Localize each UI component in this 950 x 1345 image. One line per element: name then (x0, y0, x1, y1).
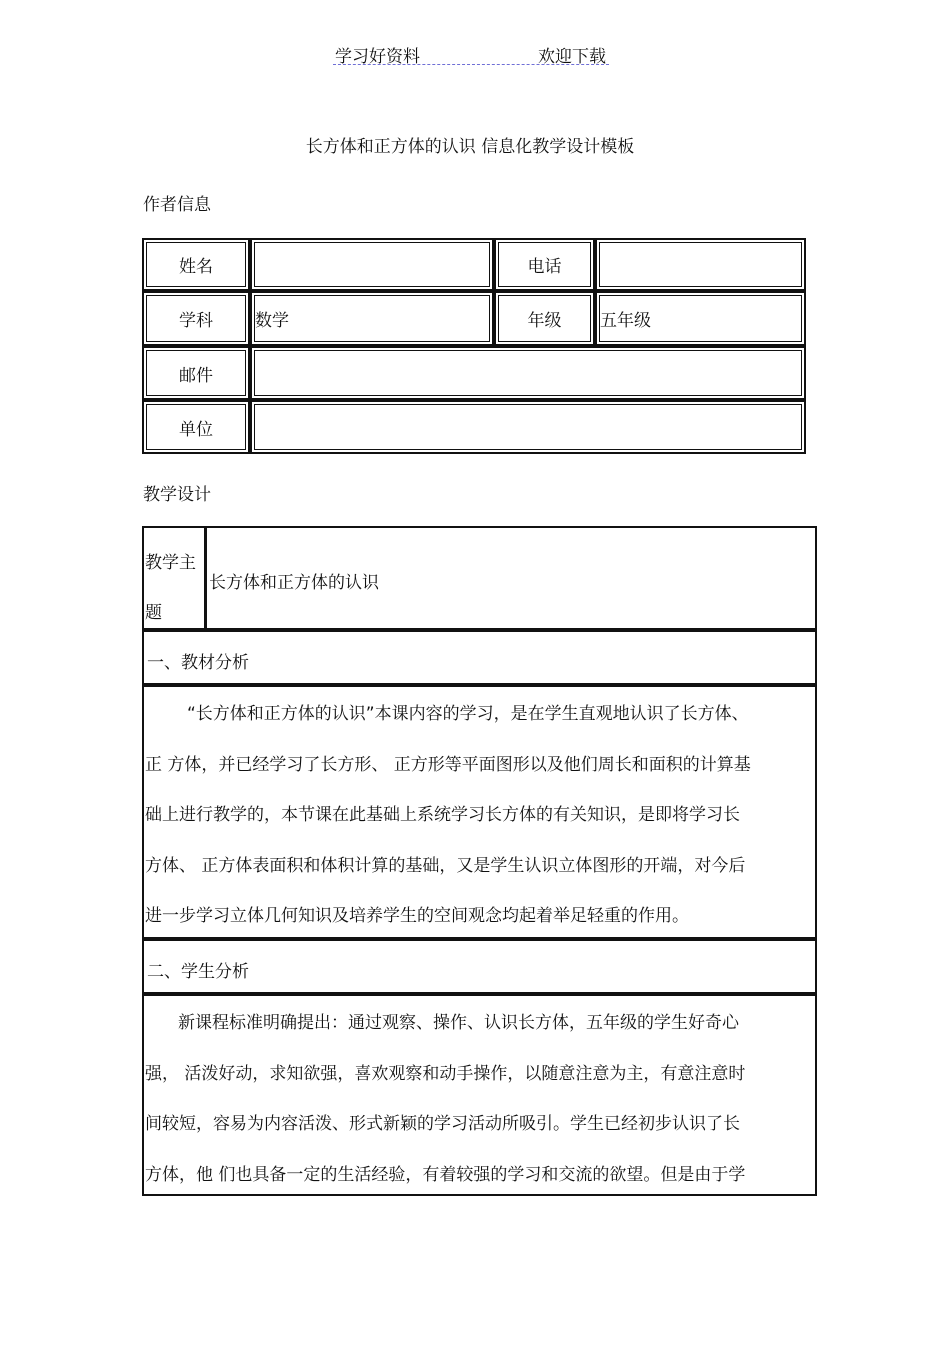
analysis2-title: 二、学生分析 (147, 962, 249, 982)
name-label-cell (142, 238, 250, 291)
analysis1-line: 进一步学习立体几何知识及培养学生的空间观念均起着举足轻重的作用。 (145, 906, 689, 926)
header-right-text: 欢迎下载 (538, 47, 606, 67)
header-left-text: 学习好资料 (335, 47, 420, 67)
analysis1-line: 正 方体，并已经学习了长方形、 正方形等平面图形以及他们周长和面积的计算基 (145, 754, 751, 775)
unit-label-cell (142, 400, 250, 454)
header-dashed-underline (333, 64, 609, 65)
analysis1-line: 础上进行教学的，本节课在此基础上系统学习长方体的有关知识，是即将学习长 (145, 805, 740, 825)
theme-label-line2: 题 (145, 603, 162, 623)
analysis2-line: 方体，他 们也具备一定的生活经验，有着较强的学习和交流的欲望。但是由于学 (145, 1164, 746, 1185)
analysis2-body (142, 994, 817, 1196)
phone-label-cell (494, 238, 595, 291)
email-value-cell (250, 346, 806, 400)
unit-label: 单位 (179, 419, 213, 440)
subject-label: 学科 (179, 311, 213, 331)
grade-value-cell (595, 291, 806, 346)
design-section-label: 教学设计 (143, 485, 211, 505)
theme-row (142, 526, 817, 630)
email-label: 邮件 (179, 365, 213, 386)
analysis1-line: 方体、 正方体表面积和体积计算的基础，又是学生认识立体图形的开端，对今后 (145, 855, 746, 876)
theme-label-line1: 教学主 (145, 553, 196, 573)
analysis1-body (142, 685, 817, 939)
analysis2-line: 新课程标准明确提出：通过观察、操作、认识长方体，五年级的学生好奇心 (178, 1013, 739, 1033)
email-label-cell (142, 346, 250, 400)
analysis1-line: “长方体和正方体的认识”本课内容的学习，是在学生直观地认识了长方体、 (187, 704, 749, 724)
theme-label (145, 538, 196, 638)
analysis1-title: 一、教材分析 (147, 653, 249, 673)
analysis1-title-row (142, 630, 817, 685)
grade-value: 五年级 (600, 311, 651, 331)
subject-label-cell (142, 291, 250, 346)
author-section-label: 作者信息 (143, 195, 211, 215)
unit-value-cell (250, 400, 806, 454)
analysis2-title-row (142, 939, 817, 994)
grade-label: 年级 (527, 311, 562, 331)
analysis2-line: 强， 活泼好动，求知欲强，喜欢观察和动手操作，以随意注意为主，有意注意时 (145, 1063, 746, 1084)
analysis2-line: 间较短，容易为内容活泼、形式新颖的学习活动所吸引。学生已经初步认识了长 (145, 1114, 740, 1134)
theme-divider (204, 528, 207, 628)
document-title: 长方体和正方体的认识 信息化教学设计模板 (305, 137, 635, 157)
name-value-cell (250, 238, 494, 291)
theme-value: 长方体和正方体的认识 (209, 573, 379, 593)
grade-label-cell (494, 291, 595, 346)
phone-label: 电话 (527, 257, 562, 277)
name-label: 姓名 (179, 257, 213, 277)
phone-value-cell (595, 238, 806, 291)
subject-value: 数学 (255, 311, 289, 331)
subject-value-cell (250, 291, 494, 346)
